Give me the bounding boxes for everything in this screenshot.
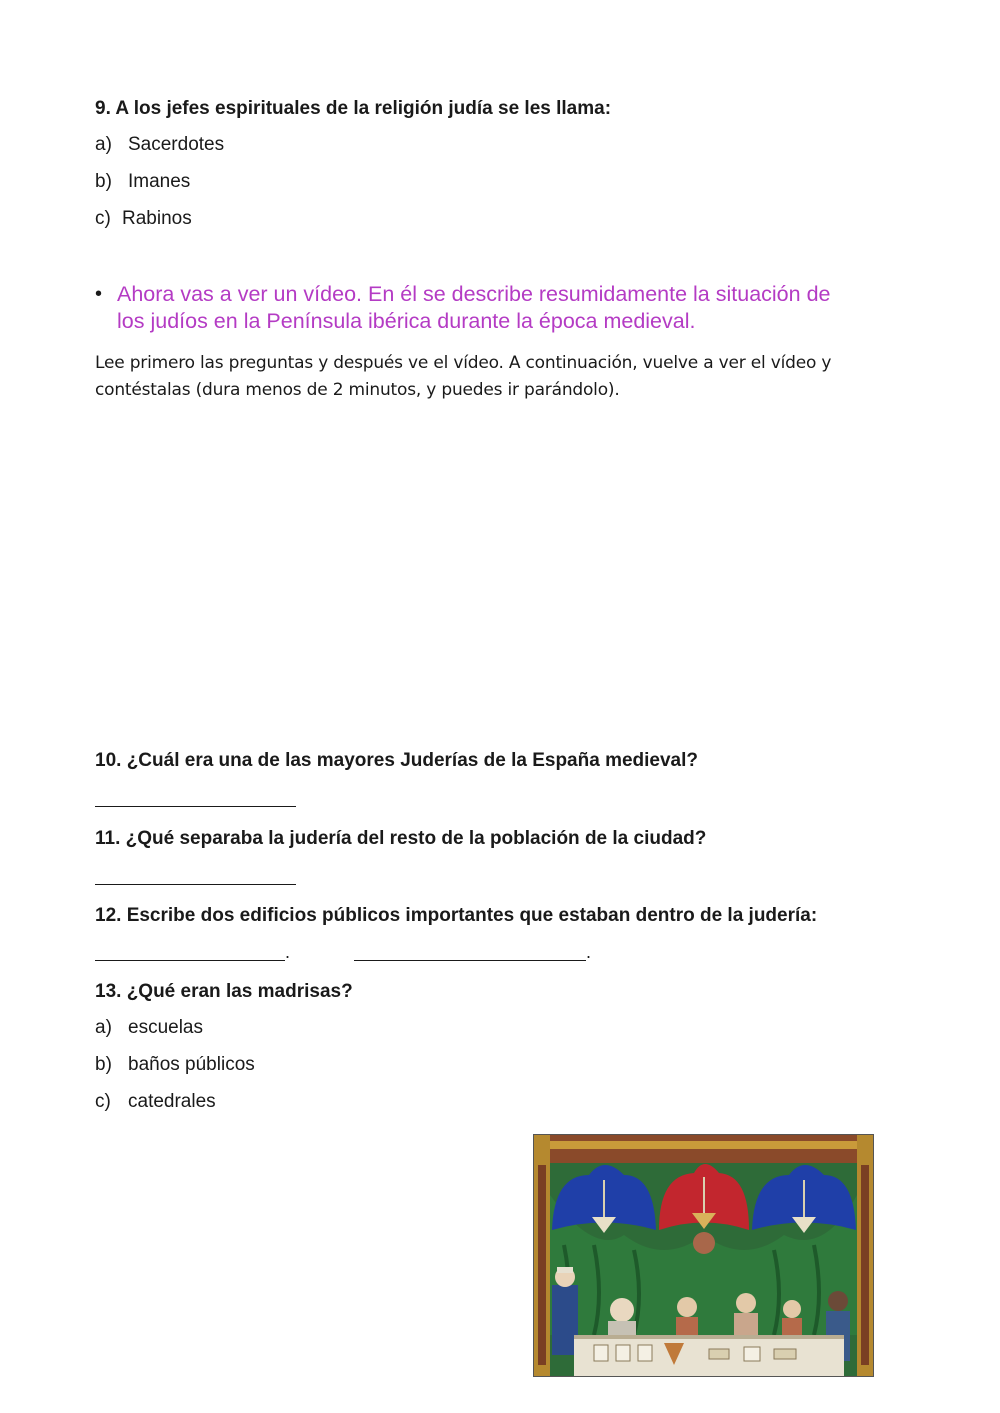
option-label: a) — [95, 134, 112, 155]
medieval-manuscript-illustration-icon — [533, 1134, 874, 1377]
option-text: catedrales — [128, 1091, 216, 1112]
video-intro — [95, 281, 925, 335]
option-label: a) — [95, 1017, 112, 1038]
q13-option-c[interactable] — [95, 1091, 216, 1113]
option-text: escuelas — [128, 1017, 203, 1038]
q12-period-2: . — [586, 942, 592, 962]
option-text: Sacerdotes — [128, 134, 225, 155]
option-label: b) — [95, 171, 112, 192]
instructions — [95, 350, 925, 404]
q12-answer-line-1[interactable] — [95, 960, 285, 961]
q12-answer-line-2[interactable] — [354, 960, 586, 961]
option-label: c) — [95, 208, 111, 229]
option-text: baños públicos — [128, 1054, 255, 1075]
question-13: 13. ¿Qué eran las madrisas? — [95, 981, 353, 1002]
question-11: 11. ¿Qué separaba la judería del resto de la población de la ciudad? — [95, 828, 707, 849]
q13-option-a[interactable] — [95, 1017, 203, 1039]
q9-option-a[interactable] — [95, 134, 224, 156]
video-intro-line-1: Ahora vas a ver un vídeo. En él se describe resumidamente la situación de — [117, 282, 831, 306]
q9-option-c[interactable] — [95, 208, 192, 230]
option-text: Rabinos — [122, 208, 192, 229]
question-9: 9. A los jefes espirituales de la religión judía se les llama: — [95, 98, 612, 119]
bullet-icon: • — [95, 283, 103, 305]
instructions-line-2: contéstalas (dura menos de 2 minutos, y puedes ir parándolo). — [95, 380, 620, 400]
option-label: c) — [95, 1091, 111, 1112]
q11-answer-line[interactable] — [95, 884, 296, 885]
video-intro-line-2: los judíos en la Península ibérica durante la época medieval. — [117, 309, 696, 333]
q9-option-b[interactable] — [95, 171, 190, 193]
q13-option-b[interactable] — [95, 1054, 255, 1076]
option-label: b) — [95, 1054, 112, 1075]
q12-period-1: . — [285, 942, 291, 962]
option-text: Imanes — [128, 171, 191, 192]
question-10: 10. ¿Cuál era una de las mayores Juderías de la España medieval? — [95, 750, 698, 771]
q10-answer-line[interactable] — [95, 806, 296, 807]
manuscript-illustration-svg — [534, 1135, 873, 1376]
question-12: 12. Escribe dos edificios públicos importantes que estaban dentro de la judería: — [95, 905, 818, 926]
instructions-line-1: Lee primero las preguntas y después ve el vídeo. A continuación, vuelve a ver el vídeo y — [95, 353, 832, 373]
